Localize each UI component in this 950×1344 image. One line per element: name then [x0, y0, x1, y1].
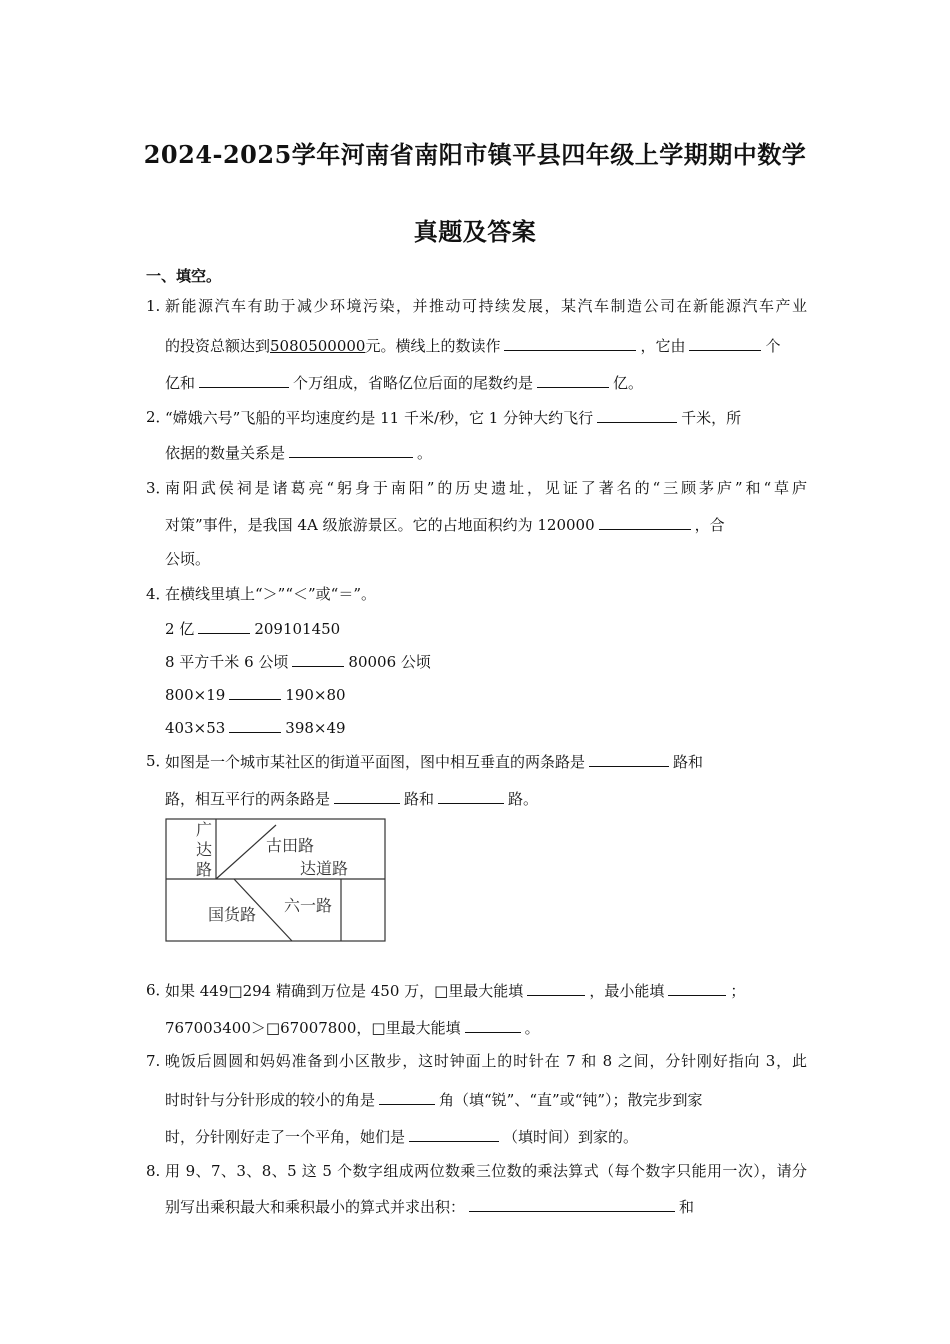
question-4-instruction: 在横线里填上“＞”“＜”或“＝”。	[165, 585, 377, 603]
answer-blank[interactable]	[599, 514, 691, 530]
question-2-line1: “嫦娥六号”飞船的平均速度约是 11 千米/秒，它 1 分钟大约飞行 千米，所	[165, 409, 742, 427]
question-8-number: 8.	[146, 1162, 161, 1180]
question-7-line3: 时，分针刚好走了一个平角，她们是 （填时间）到家的。	[165, 1128, 639, 1146]
road-label-guangda-3: 路	[196, 860, 213, 879]
section-heading: 一、填空。	[146, 267, 222, 285]
document-title-line1: 2024-2025学年河南省南阳市镇平县四年级上学期期中数学	[143, 140, 807, 169]
answer-blank[interactable]	[334, 788, 400, 804]
question-3-number: 3．	[146, 479, 171, 497]
road-label-guohuo: 国货路	[208, 905, 257, 924]
answer-blank[interactable]	[504, 335, 636, 351]
comparison-item: 403×53 398×49	[165, 719, 346, 737]
question-2-line2: 依据的数量关系是 。	[165, 444, 433, 462]
question-3-line1: 南阳武侯祠是诸葛亮“躬身于南阳”的历史遗址，见证了著名的“三顾茅庐”和“草庐	[165, 479, 807, 497]
question-5-line1: 如图是一个城市某社区的街道平面图，图中相互垂直的两条路是 路和	[165, 753, 704, 771]
question-5-number: 5．	[146, 752, 171, 770]
road-label-dadao: 达道路	[300, 859, 349, 878]
answer-blank[interactable]	[537, 372, 609, 388]
answer-blank[interactable]	[199, 372, 289, 388]
question-4-number: 4．	[146, 585, 171, 603]
question-2-number: 2．	[146, 408, 171, 426]
question-7-line2: 时时针与分针形成的较小的角是 角（填“锐”、“直”或“钝”）；散完步到家	[165, 1091, 703, 1109]
question-7-number: 7.	[146, 1052, 161, 1070]
answer-blank[interactable]	[465, 1017, 521, 1033]
answer-blank[interactable]	[689, 335, 761, 351]
question-7-line1: 晚饭后圆圆和妈妈准备到小区散步，这时钟面上的时针在 7 和 8 之间，分针刚好指向 3，此	[165, 1052, 807, 1070]
answer-blank[interactable]	[589, 751, 669, 767]
question-1-line3: 亿和 个万组成，省略亿位后面的尾数约是 亿。	[165, 374, 644, 392]
question-1-line2: 的投资总额达到5080500000元。横线上的数读作 ，它由 个	[165, 337, 781, 355]
comparison-item: 800×19 190×80	[165, 686, 346, 704]
question-8-line1: 用 9、7、3、8、5 这 5 个数字组成两位数乘三位数的乘法算式（每个数字只能用一次），请分	[165, 1162, 807, 1180]
highlighted-number: 5080500000	[270, 337, 366, 355]
question-3-line2: 对策”事件，是我国 4A 级旅游景区。它的占地面积约为 120000 ，合	[165, 516, 725, 534]
question-3-line3: 公顷。	[165, 550, 211, 568]
answer-blank[interactable]	[289, 442, 413, 458]
answer-blank[interactable]	[198, 618, 250, 634]
answer-blank[interactable]	[438, 788, 504, 804]
comparison-item: 8 平方千米 6 公顷 80006 公顷	[165, 653, 431, 671]
answer-blank[interactable]	[409, 1126, 499, 1142]
answer-blank[interactable]	[469, 1196, 675, 1212]
road-label-gutian: 古田路	[266, 836, 315, 855]
answer-blank[interactable]	[597, 407, 677, 423]
question-1-line1: 新能源汽车有助于减少环境污染，并推动可持续发展，某汽车制造公司在新能源汽车产业	[165, 297, 807, 315]
question-6-line1: 如果 449□294 精确到万位是 450 万，□里最大能填 ，最小能填 ；	[165, 982, 746, 1000]
answer-blank[interactable]	[668, 980, 726, 996]
answer-blank[interactable]	[229, 717, 281, 733]
question-6-number: 6．	[146, 981, 171, 999]
road-label-liuyi: 六一路	[284, 896, 333, 915]
question-5-line2: 路，相互平行的两条路是 路和 路。	[165, 790, 539, 808]
comparison-item: 2 亿 209101450	[165, 620, 341, 638]
road-label-guangda-2: 达	[196, 840, 213, 859]
street-map-figure	[164, 817, 388, 945]
question-8-line2: 别写出乘积最大和乘积最小的算式并求出积： 和	[165, 1198, 695, 1216]
question-1-number: 1.	[146, 297, 161, 315]
document-title-line2: 真题及答案	[413, 217, 537, 246]
answer-blank[interactable]	[379, 1089, 435, 1105]
answer-blank[interactable]	[229, 684, 281, 700]
answer-blank[interactable]	[527, 980, 585, 996]
answer-blank[interactable]	[292, 651, 344, 667]
question-6-line2: 767003400＞□67007800，□里最大能填 。	[165, 1019, 540, 1037]
road-label-guangda-1: 广	[196, 820, 213, 839]
